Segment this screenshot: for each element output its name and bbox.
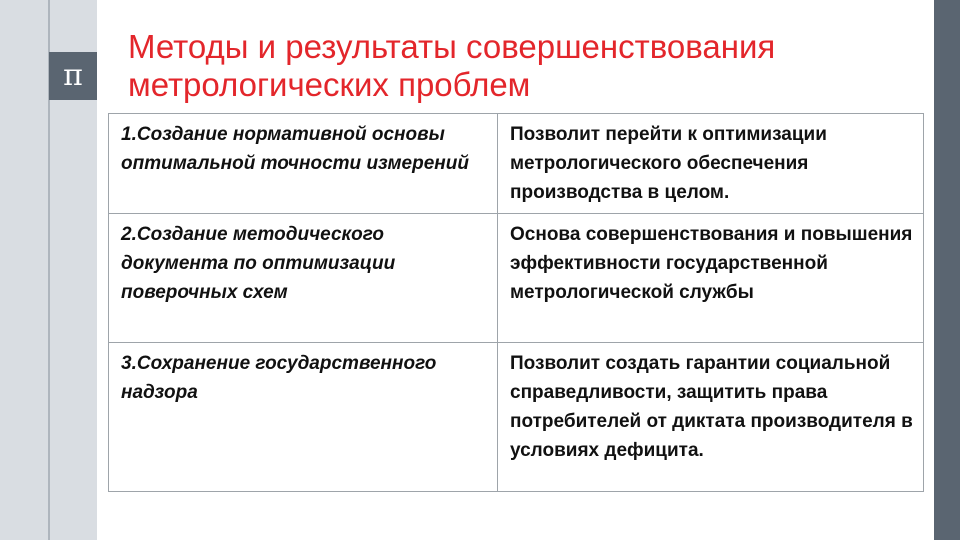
result-cell: Основа совершенствования и повышения эффективности государственной метрологической службы	[498, 214, 924, 343]
slide-title	[128, 28, 918, 104]
table-row	[109, 214, 924, 343]
right-edge-bar	[934, 0, 960, 540]
pi-icon: π	[63, 58, 83, 93]
methods-results-table	[108, 113, 924, 492]
method-cell: 3.Сохранение государственного надзора	[109, 343, 498, 492]
table-row	[109, 114, 924, 214]
slide-title-line-2: метрологических проблем	[128, 66, 531, 103]
result-cell: Позволит создать гарантии социальной справедливости, защитить права потребителей от диктата производителя в условиях дефицита.	[498, 343, 924, 492]
result-cell: Позволит перейти к оптимизации метрологического обеспечения производства в целом.	[498, 114, 924, 214]
method-cell: 1.Создание нормативной основы оптимальной точности измерений	[109, 114, 498, 214]
table-row	[109, 343, 924, 492]
slide-title-line-1: Методы и результаты совершенствования	[128, 28, 776, 65]
method-cell: 2.Создание методического документа по оптимизации поверочных схем	[109, 214, 498, 343]
pi-logo-box	[49, 52, 97, 100]
